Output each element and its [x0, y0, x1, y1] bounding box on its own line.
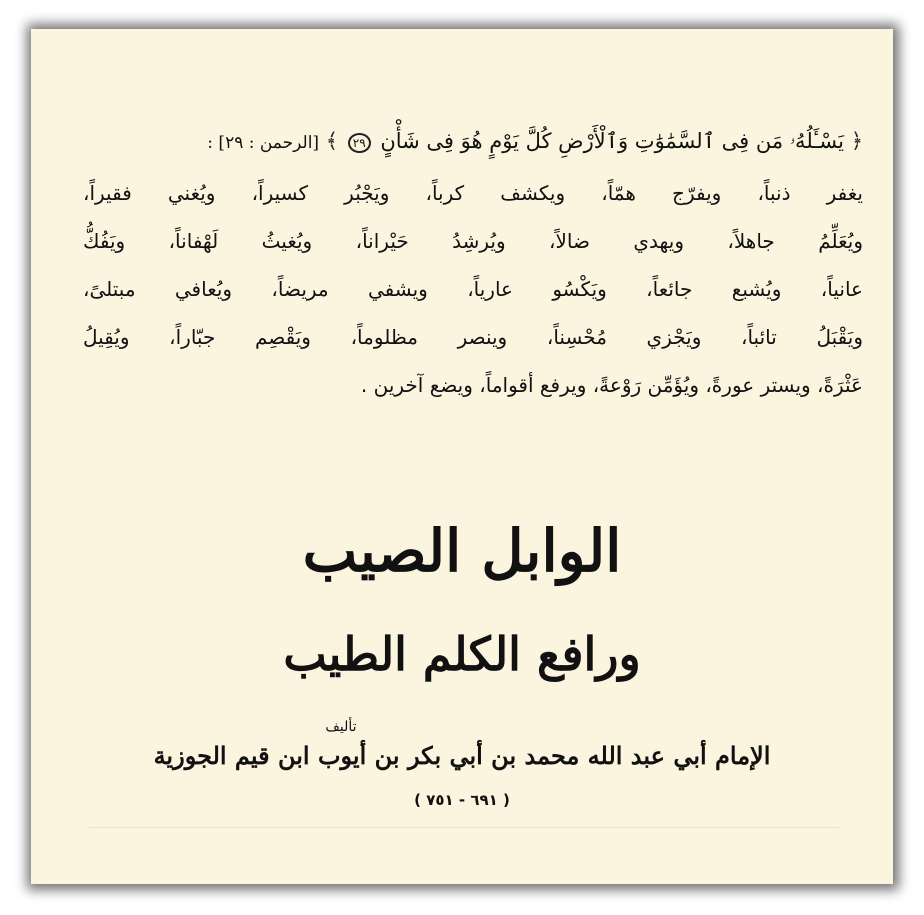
ayah-number: ٢٩	[348, 133, 371, 153]
body-line: يغفر ذنباً، ويفرّج همّاً، ويكشف كرباً، ويَجْبُر كسيراً، ويُغني فقيراً،	[83, 181, 863, 205]
body-line: عانياً، ويُشبع جائعاً، ويَكْسُو عارياً، ويشفي مريضاً، ويُعافي مبتلىً،	[83, 277, 863, 301]
quran-verse	[83, 129, 863, 154]
book-page	[31, 29, 893, 884]
verse-reference: [الرحمن : ٢٩] :	[207, 133, 320, 153]
body-paragraph	[83, 169, 863, 409]
author-dates: ( ٦٩١ - ٧٥١ )	[414, 791, 510, 809]
body-line: ويُعَلِّمُ جاهلاً، ويهدي ضالاً، ويُرشِدُ حَيْراناً، ويُغيثُ لَهْفاناً، ويَفُكُّ	[83, 229, 863, 253]
book-title: الوابل الصيب	[302, 517, 622, 585]
author-label: تأليف	[325, 719, 357, 735]
author-name: الإمام أبي عبد الله محمد بن أبي بكر بن أيوب ابن قيم الجوزية	[153, 741, 771, 770]
verse-text: يَسْـَٔلُهُۥ مَن فِى ٱلسَّمَٰوَٰتِ وَٱلْأَرْضِ كُلَّ يَوْمٍ هُوَ فِى شَأْنٍ	[380, 129, 844, 153]
verse-open-bracket: ﴿	[850, 129, 863, 153]
divider-rule	[89, 827, 839, 828]
body-line: عَثْرَةً، ويستر عورةً، ويُؤَمِّن رَوْعةً، ويرفع أقواماً، ويضع آخرين .	[360, 373, 863, 397]
verse-close-bracket: ﴾	[325, 129, 339, 153]
book-subtitle: ورافع الكلم الطيب	[283, 627, 641, 681]
body-line: ويَقْبَلُ تائباً، ويَجْزي مُحْسِناً، وينصر مظلوماً، ويَقْصِم جبّاراً، ويُقِيلُ	[83, 325, 863, 349]
